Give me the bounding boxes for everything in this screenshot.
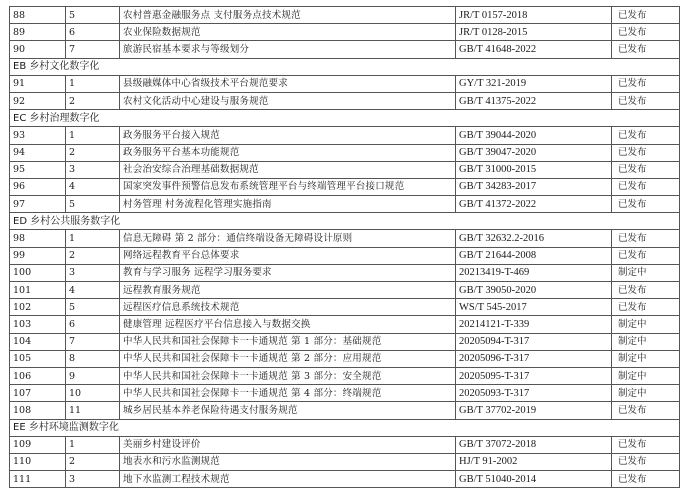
table-row [10, 127, 680, 144]
standard-code-cell: 20205095-T-317 [456, 367, 612, 384]
standard-code-cell: GB/T 31000-2015 [456, 161, 612, 178]
table-row [10, 161, 680, 178]
standard-code-cell: 20205093-T-317 [456, 385, 612, 402]
standard-code-cell: GB/T 39044-2020 [456, 127, 612, 144]
row-number-cell: 109 [10, 436, 66, 453]
standard-title-cell: 信息无障碍 第 2 部分：通信终端设备无障碍设计原则 [120, 230, 456, 247]
row-number-cell: 92 [10, 92, 66, 109]
standard-code-cell: GB/T 39047-2020 [456, 144, 612, 161]
table-row [10, 196, 680, 213]
standard-code-cell: HJ/T 91-2002 [456, 453, 612, 470]
status-cell: 已发布 [612, 402, 680, 419]
sub-number-cell: 1 [66, 436, 120, 453]
table-row [10, 178, 680, 195]
row-number-cell: 100 [10, 264, 66, 281]
sub-number-cell: 7 [66, 333, 120, 350]
table-row [10, 402, 680, 419]
row-number-cell: 104 [10, 333, 66, 350]
row-number-cell: 110 [10, 453, 66, 470]
section-label: EC 乡村治理数字化 [10, 110, 680, 127]
sub-number-cell: 6 [66, 316, 120, 333]
table-row [10, 436, 680, 453]
standard-code-cell: GB/T 21644-2008 [456, 247, 612, 264]
sub-number-cell: 3 [66, 471, 120, 488]
standard-title-cell: 农村文化活动中心建设与服务规范 [120, 92, 456, 109]
sub-number-cell: 2 [66, 247, 120, 264]
table-row [10, 471, 680, 488]
sub-number-cell: 1 [66, 75, 120, 92]
sub-number-cell: 7 [66, 41, 120, 58]
section-header-row [10, 110, 680, 127]
table-row [10, 316, 680, 333]
standard-title-cell: 远程医疗信息系统技术规范 [120, 299, 456, 316]
standard-code-cell: GB/T 41648-2022 [456, 41, 612, 58]
status-cell: 已发布 [612, 282, 680, 299]
status-cell: 已发布 [612, 144, 680, 161]
status-cell: 已发布 [612, 41, 680, 58]
standard-title-cell: 中华人民共和国社会保障卡一卡通规范 第 3 部分：安全规范 [120, 367, 456, 384]
row-number-cell: 103 [10, 316, 66, 333]
row-number-cell: 91 [10, 75, 66, 92]
status-cell: 制定中 [612, 385, 680, 402]
table-row [10, 367, 680, 384]
standard-title-cell: 农业保险数据规范 [120, 24, 456, 41]
sub-number-cell: 10 [66, 385, 120, 402]
standard-title-cell: 教育与学习服务 远程学习服务要求 [120, 264, 456, 281]
standard-title-cell: 美丽乡村建设评价 [120, 436, 456, 453]
row-number-cell: 99 [10, 247, 66, 264]
standard-code-cell: GB/T 37072-2018 [456, 436, 612, 453]
row-number-cell: 90 [10, 41, 66, 58]
section-label: ED 乡村公共服务数字化 [10, 213, 680, 230]
table-row [10, 75, 680, 92]
status-cell: 已发布 [612, 453, 680, 470]
standard-code-cell: JR/T 0157-2018 [456, 7, 612, 24]
table-row [10, 264, 680, 281]
sub-number-cell: 3 [66, 264, 120, 281]
standard-title-cell: 远程教育服务规范 [120, 282, 456, 299]
standard-code-cell: 20205096-T-317 [456, 350, 612, 367]
status-cell: 已发布 [612, 161, 680, 178]
standard-code-cell: GB/T 41372-2022 [456, 196, 612, 213]
sub-number-cell: 11 [66, 402, 120, 419]
table-row [10, 333, 680, 350]
row-number-cell: 95 [10, 161, 66, 178]
standard-title-cell: 国家突发事件预警信息发布系统管理平台与终端管理平台接口规范 [120, 178, 456, 195]
table-row [10, 230, 680, 247]
status-cell: 已发布 [612, 7, 680, 24]
standard-title-cell: 县级融媒体中心省级技术平台规范要求 [120, 75, 456, 92]
standards-table-container [9, 6, 679, 488]
standard-code-cell: 20214121-T-339 [456, 316, 612, 333]
standard-code-cell: GB/T 34283-2017 [456, 178, 612, 195]
standards-table-body [10, 7, 680, 488]
section-header-row [10, 58, 680, 75]
status-cell: 已发布 [612, 24, 680, 41]
standard-code-cell: GY/T 321-2019 [456, 75, 612, 92]
table-row [10, 144, 680, 161]
standard-title-cell: 社会治安综合治理基础数据规范 [120, 161, 456, 178]
sub-number-cell: 1 [66, 230, 120, 247]
standards-table [9, 6, 680, 488]
row-number-cell: 106 [10, 367, 66, 384]
sub-number-cell: 4 [66, 178, 120, 195]
standard-title-cell: 健康管理 远程医疗平台信息接入与数据交换 [120, 316, 456, 333]
standard-code-cell: WS/T 545-2017 [456, 299, 612, 316]
row-number-cell: 101 [10, 282, 66, 299]
standard-title-cell: 旅游民宿基本要求与等级划分 [120, 41, 456, 58]
status-cell: 已发布 [612, 196, 680, 213]
status-cell: 已发布 [612, 178, 680, 195]
status-cell: 已发布 [612, 75, 680, 92]
sub-number-cell: 1 [66, 127, 120, 144]
table-row [10, 41, 680, 58]
status-cell: 已发布 [612, 230, 680, 247]
standard-code-cell: GB/T 41375-2022 [456, 92, 612, 109]
standard-code-cell: 20213419-T-469 [456, 264, 612, 281]
status-cell: 已发布 [612, 436, 680, 453]
standard-title-cell: 中华人民共和国社会保障卡一卡通规范 第 4 部分：终端规范 [120, 385, 456, 402]
table-row [10, 350, 680, 367]
table-row [10, 24, 680, 41]
row-number-cell: 111 [10, 471, 66, 488]
row-number-cell: 88 [10, 7, 66, 24]
standard-title-cell: 地表水和污水监测规范 [120, 453, 456, 470]
section-label: EB 乡村文化数字化 [10, 58, 680, 75]
row-number-cell: 89 [10, 24, 66, 41]
row-number-cell: 102 [10, 299, 66, 316]
row-number-cell: 98 [10, 230, 66, 247]
standard-code-cell: JR/T 0128-2015 [456, 24, 612, 41]
table-row [10, 299, 680, 316]
row-number-cell: 97 [10, 196, 66, 213]
standard-code-cell: GB/T 39050-2020 [456, 282, 612, 299]
status-cell: 已发布 [612, 92, 680, 109]
status-cell: 已发布 [612, 247, 680, 264]
table-row [10, 282, 680, 299]
section-header-row [10, 419, 680, 436]
status-cell: 已发布 [612, 127, 680, 144]
row-number-cell: 93 [10, 127, 66, 144]
table-row [10, 92, 680, 109]
row-number-cell: 96 [10, 178, 66, 195]
standard-code-cell: 20205094-T-317 [456, 333, 612, 350]
status-cell: 已发布 [612, 299, 680, 316]
sub-number-cell: 5 [66, 299, 120, 316]
section-header-row [10, 213, 680, 230]
sub-number-cell: 9 [66, 367, 120, 384]
status-cell: 已发布 [612, 471, 680, 488]
status-cell: 制定中 [612, 316, 680, 333]
standard-title-cell: 中华人民共和国社会保障卡一卡通规范 第 1 部分：基础规范 [120, 333, 456, 350]
sub-number-cell: 6 [66, 24, 120, 41]
sub-number-cell: 5 [66, 196, 120, 213]
standard-title-cell: 农村普惠金融服务点 支付服务点技术规范 [120, 7, 456, 24]
sub-number-cell: 8 [66, 350, 120, 367]
status-cell: 制定中 [612, 350, 680, 367]
row-number-cell: 94 [10, 144, 66, 161]
standard-code-cell: GB/T 32632.2-2016 [456, 230, 612, 247]
standard-title-cell: 中华人民共和国社会保障卡一卡通规范 第 2 部分：应用规范 [120, 350, 456, 367]
table-row [10, 247, 680, 264]
standard-code-cell: GB/T 51040-2014 [456, 471, 612, 488]
table-row [10, 453, 680, 470]
status-cell: 制定中 [612, 333, 680, 350]
table-row [10, 385, 680, 402]
sub-number-cell: 2 [66, 453, 120, 470]
standard-title-cell: 政务服务平台接入规范 [120, 127, 456, 144]
sub-number-cell: 2 [66, 92, 120, 109]
standard-code-cell: GB/T 37702-2019 [456, 402, 612, 419]
standard-title-cell: 村务管理 村务流程化管理实施指南 [120, 196, 456, 213]
row-number-cell: 105 [10, 350, 66, 367]
sub-number-cell: 4 [66, 282, 120, 299]
standard-title-cell: 网络远程教育平台总体要求 [120, 247, 456, 264]
standard-title-cell: 地下水监测工程技术规范 [120, 471, 456, 488]
status-cell: 制定中 [612, 367, 680, 384]
sub-number-cell: 3 [66, 161, 120, 178]
standard-title-cell: 政务服务平台基本功能规范 [120, 144, 456, 161]
status-cell: 制定中 [612, 264, 680, 281]
section-label: EE 乡村环境监测数字化 [10, 419, 680, 436]
standard-title-cell: 城乡居民基本养老保险待遇支付服务规范 [120, 402, 456, 419]
table-row [10, 7, 680, 24]
row-number-cell: 108 [10, 402, 66, 419]
sub-number-cell: 2 [66, 144, 120, 161]
row-number-cell: 107 [10, 385, 66, 402]
sub-number-cell: 5 [66, 7, 120, 24]
